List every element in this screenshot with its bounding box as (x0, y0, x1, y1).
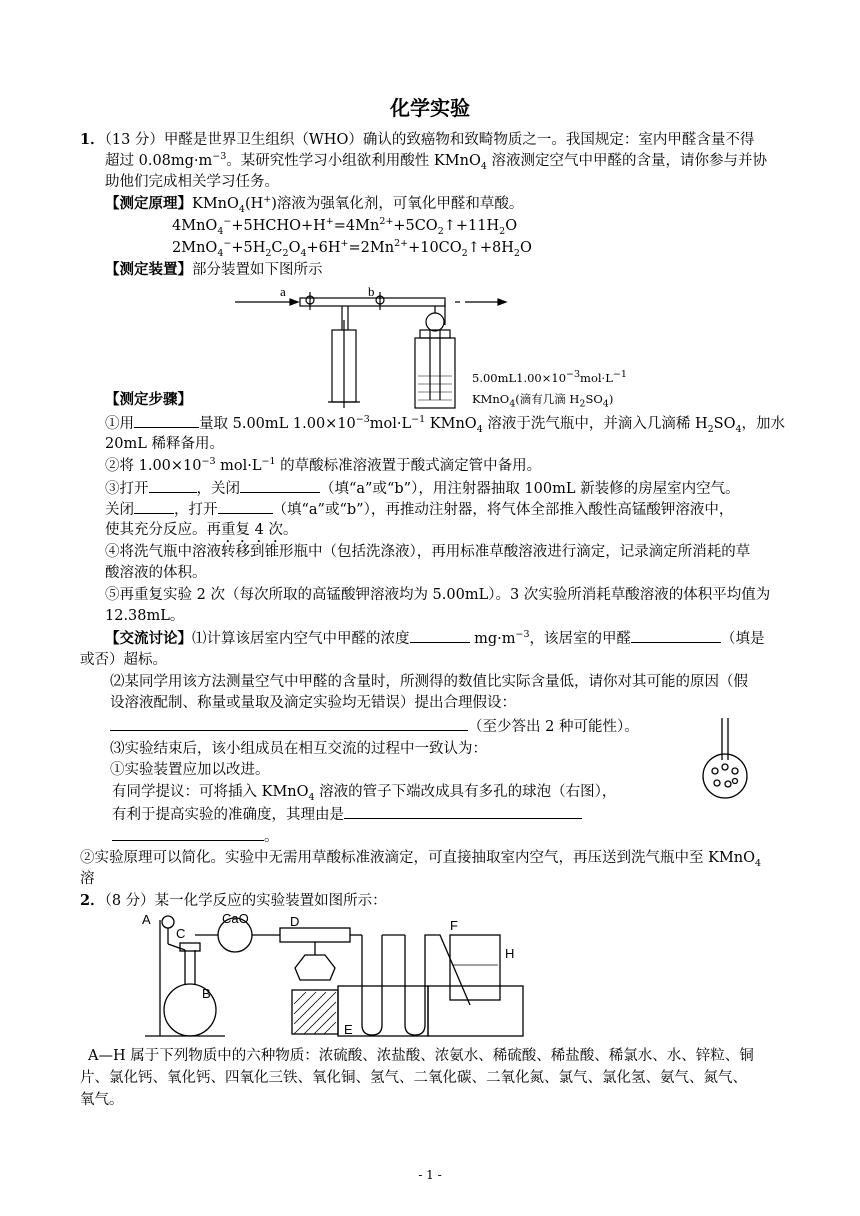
document-title: 化学实验 (390, 96, 470, 120)
label-E: E (344, 1022, 353, 1037)
step-3-line1: ③打开 ，关闭 （填“a”或“b”），用注射器抽取 100mL 新装修的房屋室内空气。 (105, 478, 740, 499)
blank-open-1[interactable] (149, 478, 197, 493)
q1-intro-line3: 助他们完成相关学习任务。 (105, 174, 279, 190)
apparatus-line: 【测定装置】部分装置如下图所示 (105, 262, 323, 278)
porous-bulb-diagram (695, 718, 755, 808)
blank-reason-1[interactable] (344, 804, 582, 819)
step-5-line1: ⑤再重复实验 2 次（每次所取的高锰酸钾溶液均为 5.00mL）。3 次实验所消耗草酸溶液的体积平均值为 (105, 587, 771, 603)
step-5-line2: 12.38mL。 (105, 608, 185, 624)
principle-line: 【测定原理】KMnO$_4$(H+)溶液为强氧化剂，可氧化甲醛和草酸。 (105, 194, 524, 215)
q2-materials-line3: 氧气。 (80, 1092, 124, 1108)
discussion-3-item1-line4: 。 (112, 826, 279, 847)
q1-intro-line1: 1．（13 分）甲醛是世界卫生组织（WHO）确认的致癌物和致畸物质之一。我国规定：室内甲醛含量不得 (80, 131, 755, 148)
step-3-line2: 关闭 ，打开 （填“a”或“b”），再推动注射器，将气体全部推入酸性高锰酸钾溶液中， (105, 499, 733, 520)
discussion-2-line2: 设溶液配制、称量或量取及滴定实验均无错误）提出合理假设： (110, 695, 516, 711)
discussion-3-item1-line3: 有利于提高实验的准确度，其理由是 (112, 804, 582, 825)
blank-concentration[interactable] (410, 628, 470, 643)
step-4-line2: 酸溶液的体积。 (105, 565, 207, 581)
apparatus-caption-2: KMnO$_4$(滴有几滴 $H_2SO_4$) (472, 392, 614, 410)
discussion-3-item2-line2: 溶 (80, 871, 95, 887)
q2-intro: 2．（8 分）某一化学反应的实验装置如图所示： (80, 892, 387, 909)
valve-a-label: a (280, 284, 286, 299)
step-4-line1: ④将洗气瓶中溶液转移到锥形瓶中（包括洗涤液），再用标准草酸溶液进行滴定，记录滴定所消耗的草 (105, 544, 751, 560)
q2-materials-line1: A—H 属于下列物质中的六种物质：浓硫酸、浓盐酸、浓氨水、稀硫酸、稀盐酸、稀氯水、水、锌粒、铜 (88, 1048, 754, 1064)
label-C: C (176, 926, 186, 941)
blank-exceed[interactable] (631, 628, 721, 643)
discussion-line1b: 或否）超标。 (80, 652, 167, 668)
discussion-line1: 【交流讨论】⑴计算该居室内空气中甲醛的浓度 $mg\cdot m^{-3}$，该居室的甲醛 （填是 (105, 629, 765, 647)
discussion-2-line3: （至少答出 2 种可能性）。 (110, 716, 639, 737)
discussion-2-line1: ⑵某同学用该方法测量空气中甲醛的含量时，所测得的数值比实际含量低，请你对其可能的原因（假 (110, 674, 748, 690)
apparatus-diagram-2 (140, 910, 540, 1040)
q1-intro-line2: 超过 $0.08mg\cdot m^{-3}$。某研究性学习小组欲利用酸性 KMnO$_4$ 溶液测定空气中甲醛的含量，请你参与并协 (105, 151, 767, 172)
steps-heading: 【测定步骤】 (105, 392, 192, 408)
blank-reason-2[interactable] (112, 826, 264, 841)
label-B: B (202, 986, 211, 1001)
step-1-line1: ①用 量取 5.00mL $1.00\times 10^{-3}mol\cdot L^{-1}$ KMnO$_4$ 溶液于洗气瓶中，并滴入几滴稀 $H_2SO_4$，加水 (105, 414, 786, 435)
step-2: ②将 $1.00\times 10^{-3}$ $mol\cdot L^{-1}$ 的草酸标准溶液置于酸式滴定管中备用。 (105, 456, 542, 474)
discussion-3-item1-line2: 有同学提议：可将插入 KMnO$_4$ 溶液的管子下端改成具有多孔的球泡（右图）， (112, 784, 617, 803)
blank-instrument[interactable] (134, 413, 199, 428)
label-D: D (290, 914, 300, 929)
page-number: - 1 - (418, 1168, 442, 1182)
apparatus-caption-1: $5.00mL1.00\times 10^{-3}mol\cdot L^{-1}$ (472, 369, 627, 385)
q2-materials-line2: 片、氯化钙、氧化钙、四氧化三铁、氧化铜、氢气、二氧化碳、二氧化氮、氯气、氯化氢、氨气、氮气、 (80, 1070, 747, 1086)
discussion-3-item2-line1: ②实验原理可以简化。实验中无需用草酸标准液滴定，可直接抽取室内空气，再压送到洗气瓶中至 KMnO$_4$ (80, 850, 762, 869)
equation-2: $2MnO_4^-+5H_2C_2O_4+6H^+=2Mn^{2+}+10CO_2↑+8H_2O$ (172, 238, 532, 259)
label-H: H (505, 946, 515, 961)
blank-hypothesis[interactable] (110, 716, 468, 731)
blank-open-2[interactable] (218, 499, 273, 514)
discussion-3-intro: ⑶实验结束后，该小组成员在相互交流的过程中一致认为： (110, 741, 487, 757)
blank-close-2[interactable] (134, 499, 174, 514)
label-CaO: CaO (222, 911, 249, 926)
discussion-3-item1: ①实验装置应加以改进。 (110, 762, 270, 778)
label-A: A (142, 912, 151, 927)
step-1-line2: 20mL 稀释备用。 (105, 436, 224, 452)
blank-close-1[interactable] (240, 478, 320, 493)
label-F: F (450, 918, 458, 933)
step-3-line3: 使其充分反应。再重复 4 次。 (105, 522, 298, 538)
equation-1: $4MnO_4^-+5HCHO+H^+=4Mn^{2+}+5CO_2↑+11H_2O$ (172, 216, 518, 237)
valve-b-label: b (368, 284, 375, 299)
